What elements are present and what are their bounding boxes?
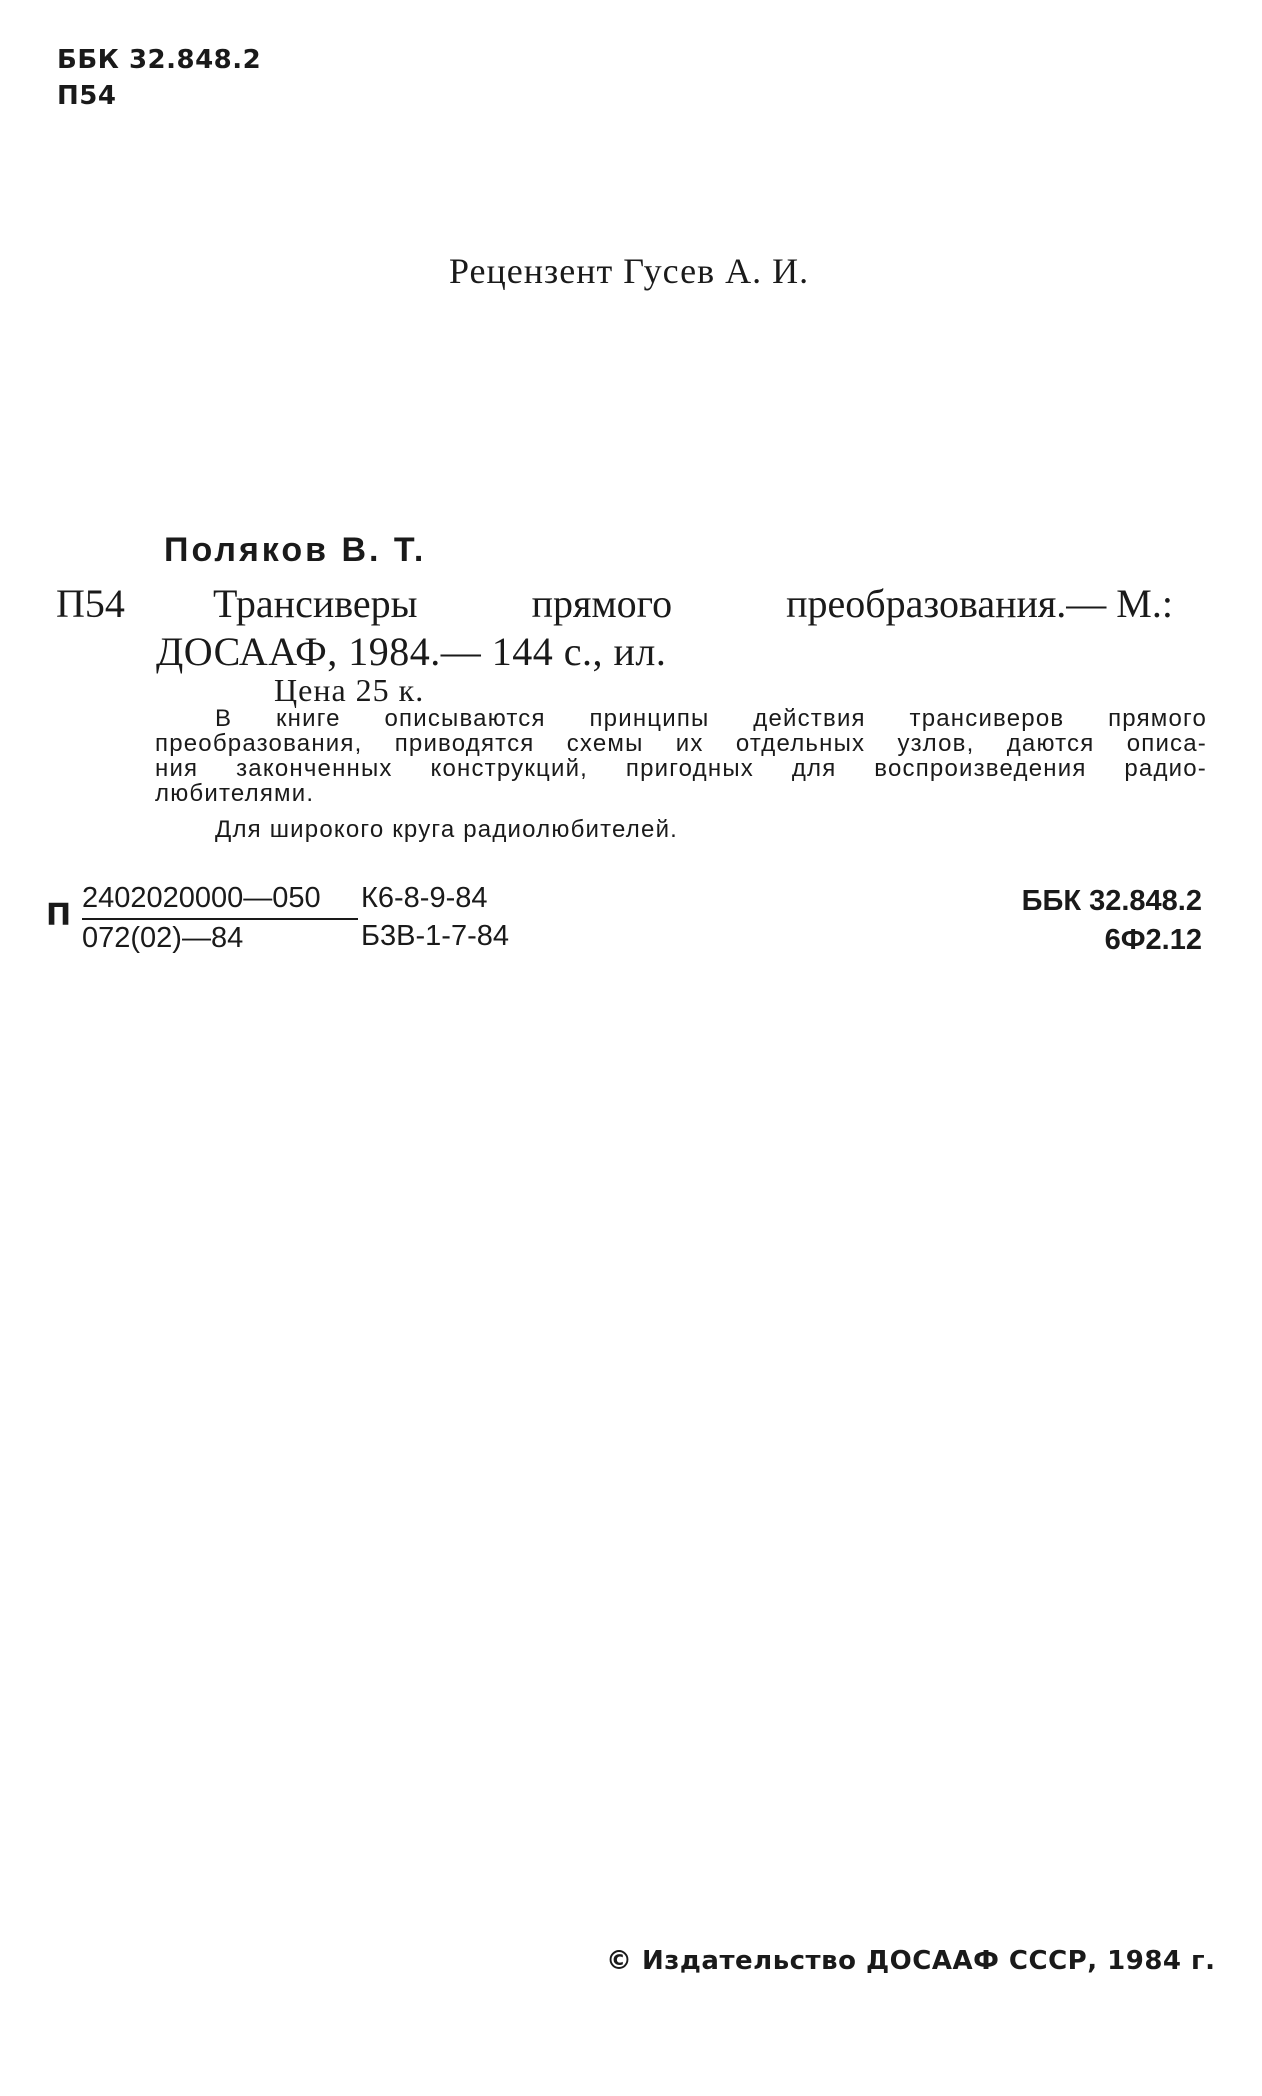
annotation-line: любителями. xyxy=(155,780,315,807)
subject-code: 6Ф2.12 xyxy=(1104,924,1202,956)
bbk-classification: ББК 32.848.2 xyxy=(57,45,262,75)
record-code: П54 xyxy=(56,581,125,626)
classification-block xyxy=(57,42,261,114)
title-word-2: прямого xyxy=(531,581,673,626)
annotation xyxy=(155,706,1207,806)
annotation-line: В книге описываются принципы действия трансиверов прямого xyxy=(215,705,1207,732)
index-denominator: 072(02)—84 xyxy=(82,922,244,954)
b-code: Б3В-1-7-84 xyxy=(361,920,509,952)
author-mark: П54 xyxy=(57,81,117,111)
title-word-1: Трансиверы xyxy=(213,581,418,626)
index-letter: П xyxy=(46,898,72,933)
annotation-line: ния законченных конструкций, пригодных для воспроизведения радио- xyxy=(155,755,1207,782)
fraction-divider xyxy=(82,918,358,920)
copyright-notice: © Издательство ДОСААФ СССР, 1984 г. xyxy=(606,1946,1216,1976)
annotation-line: преобразования, приводятся схемы их отдельных узлов, даются описа- xyxy=(155,730,1207,757)
price: Цена 25 к. xyxy=(274,672,425,708)
reviewer-line: Рецензент Гусев А. И. xyxy=(449,251,810,291)
index-numerator: 2402020000—050 xyxy=(82,882,321,914)
k-code: К6-8-9-84 xyxy=(361,882,488,914)
author-name: Поляков В. Т. xyxy=(164,531,427,569)
book-title xyxy=(213,580,1173,627)
audience-note: Для широкого круга радиолюбителей. xyxy=(215,816,679,843)
publication-info: ДОСААФ, 1984.— 144 с., ил. xyxy=(156,629,667,674)
title-word-3: преобразования.— М.: xyxy=(786,581,1173,626)
bbk-code: ББК 32.848.2 xyxy=(1021,885,1202,917)
bbk-block xyxy=(1022,882,1202,960)
